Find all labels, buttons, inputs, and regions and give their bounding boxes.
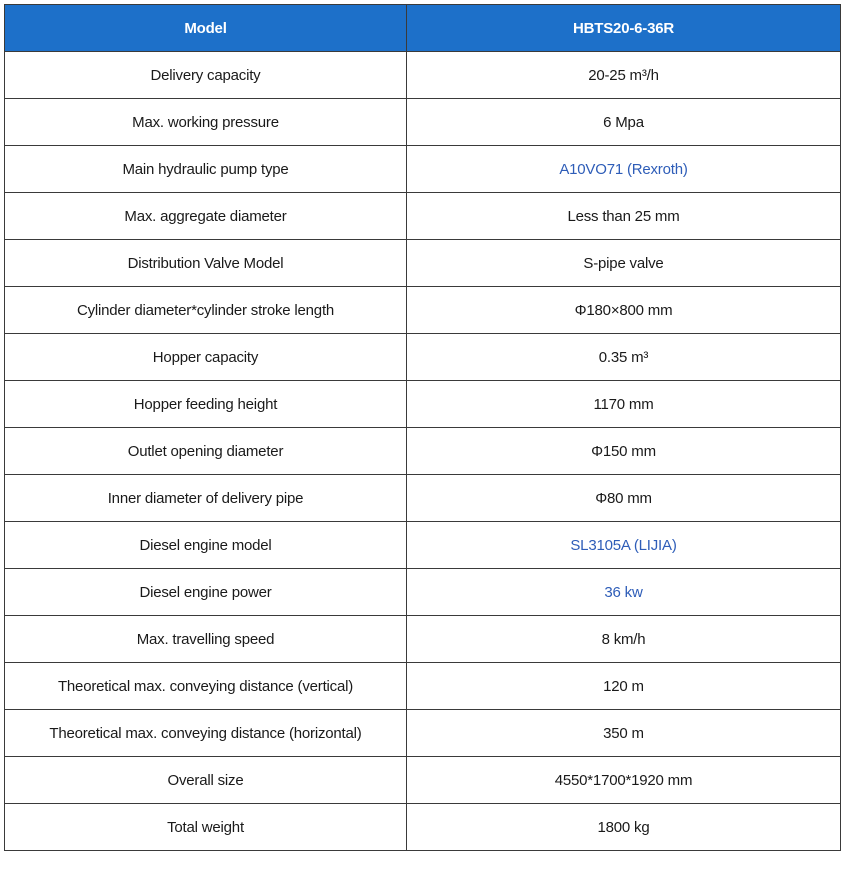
row-value: 0.35 m³ (407, 334, 841, 381)
table-row (5, 475, 841, 522)
row-value: Less than 25 mm (407, 193, 841, 240)
row-value: 350 m (407, 710, 841, 757)
table-header-row (5, 5, 841, 52)
header-model-label: Model (5, 5, 407, 52)
table-row (5, 381, 841, 428)
row-label: Diesel engine power (5, 569, 407, 616)
row-label: Inner diameter of delivery pipe (5, 475, 407, 522)
row-label: Max. working pressure (5, 99, 407, 146)
table-row (5, 757, 841, 804)
table-row (5, 804, 841, 851)
table-row (5, 99, 841, 146)
table-row (5, 710, 841, 757)
row-value: 6 Mpa (407, 99, 841, 146)
table-row (5, 522, 841, 569)
row-label: Delivery capacity (5, 52, 407, 99)
row-label: Max. travelling speed (5, 616, 407, 663)
row-label: Distribution Valve Model (5, 240, 407, 287)
row-label: Main hydraulic pump type (5, 146, 407, 193)
row-value: 1170 mm (407, 381, 841, 428)
row-label: Outlet opening diameter (5, 428, 407, 475)
row-value: 36 kw (407, 569, 841, 616)
row-value: SL3105A (LIJIA) (407, 522, 841, 569)
row-label: Max. aggregate diameter (5, 193, 407, 240)
row-value: Φ150 mm (407, 428, 841, 475)
table-row (5, 616, 841, 663)
spec-table (4, 4, 841, 851)
table-row (5, 52, 841, 99)
table-row (5, 146, 841, 193)
row-value: Φ80 mm (407, 475, 841, 522)
row-label: Total weight (5, 804, 407, 851)
row-value: 20-25 m³/h (407, 52, 841, 99)
table-row (5, 428, 841, 475)
row-value: A10VO71 (Rexroth) (407, 146, 841, 193)
row-label: Hopper capacity (5, 334, 407, 381)
row-value: 120 m (407, 663, 841, 710)
header-model-value: HBTS20-6-36R (407, 5, 841, 52)
row-value: S-pipe valve (407, 240, 841, 287)
row-value: 8 km/h (407, 616, 841, 663)
table-row (5, 663, 841, 710)
row-label: Hopper feeding height (5, 381, 407, 428)
row-value: Φ180×800 mm (407, 287, 841, 334)
row-value: 1800 kg (407, 804, 841, 851)
table-row (5, 240, 841, 287)
table-row (5, 334, 841, 381)
row-label: Cylinder diameter*cylinder stroke length (5, 287, 407, 334)
row-label: Theoretical max. conveying distance (horizontal) (5, 710, 407, 757)
table-row (5, 193, 841, 240)
table-row (5, 287, 841, 334)
row-label: Overall size (5, 757, 407, 804)
table-row (5, 569, 841, 616)
row-value: 4550*1700*1920 mm (407, 757, 841, 804)
row-label: Theoretical max. conveying distance (vertical) (5, 663, 407, 710)
row-label: Diesel engine model (5, 522, 407, 569)
